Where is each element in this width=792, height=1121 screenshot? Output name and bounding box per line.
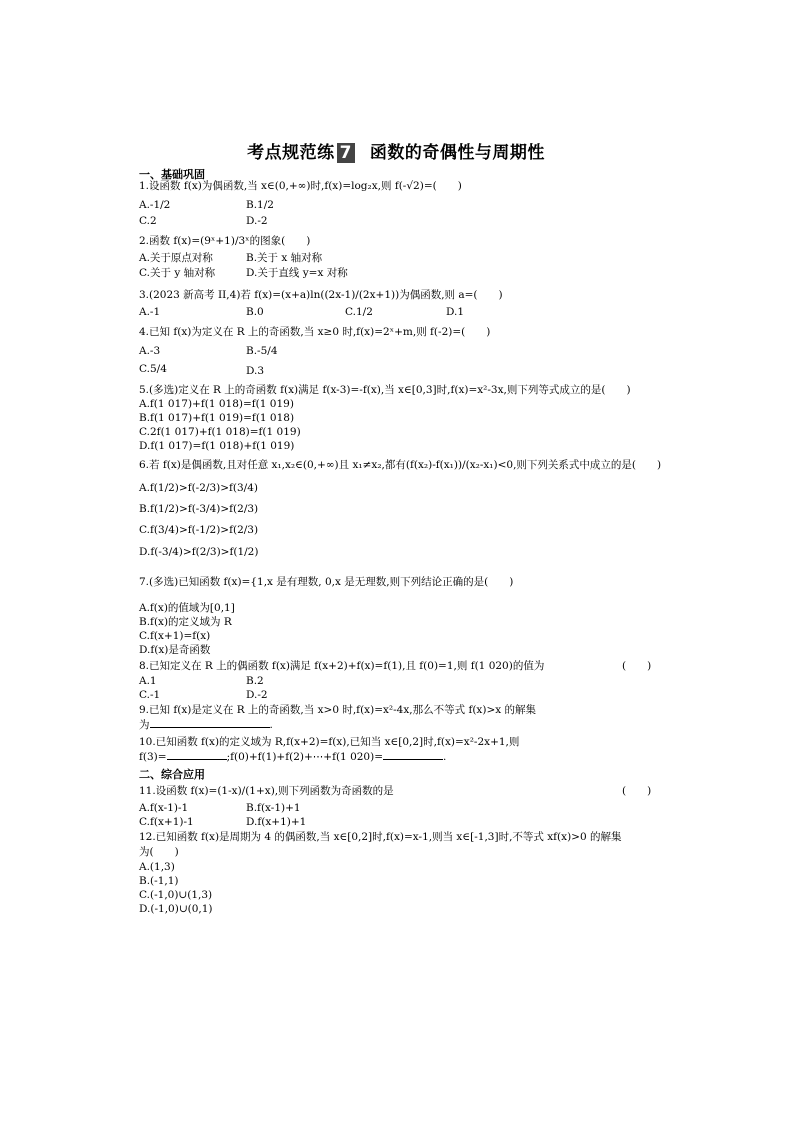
q6-option-a: A.f(1/2)>f(-2/3)>f(3/4) [139,482,258,494]
q2-option-b: B.关于 x 轴对称 [246,252,323,264]
question-4: 4.已知 f(x)为定义在 R 上的奇函数,当 x≥0 时,f(x)=2ˣ+m,则 f(-2)=( ) [139,326,491,338]
question-5: 5.(多选)定义在 R 上的奇函数 f(x)满足 f(x-3)=-f(x),当 x∈[0,3]时,f(x)=x²-3x,则下列等式成立的是( ) [139,384,631,396]
q1-option-b: B.1/2 [246,199,274,211]
q2-option-d: D.关于直线 y=x 对称 [246,267,348,279]
q4-option-a: A.-3 [139,345,161,357]
q5-option-d: D.f(1 017)=f(1 018)+f(1 019) [139,440,295,452]
question-9: 9.已知 f(x)是定义在 R 上的奇函数,当 x>0 时,f(x)=x²-4x,那么不等式 f(x)>x 的解集 [139,704,536,716]
page-title [0,138,792,163]
question-7: 7.(多选)已知函数 f(x)={1,x 是有理数, 0,x 是无理数,则下列结论正确的是( ) [139,576,514,588]
q10-line-2 [139,751,446,764]
q9-period: . [269,719,273,731]
question-10: 10.已知函数 f(x)的定义域为 R,f(x+2)=f(x),已知当 x∈[0,2]时,f(x)=x²-2x+1,则 [139,736,520,748]
q12-option-c: C.(-1,0)∪(1,3) [139,889,213,901]
q8-option-a: A.1 [139,675,157,687]
q10-period: . [443,751,447,763]
q7-option-d: D.f(x)是奇函数 [139,644,211,656]
q3-option-c: C.1/2 [345,306,373,318]
q5-option-a: A.f(1 017)+f(1 018)=f(1 019) [139,398,294,410]
q3-option-d: D.1 [446,306,465,318]
q4-option-d: D.3 [246,365,265,377]
section-heading-basic: 一、基础巩固 [139,168,205,181]
title-topic: 函数的奇偶性与周期性 [369,143,545,163]
q5-option-c: C.2f(1 017)+f(1 018)=f(1 019) [139,426,301,438]
q11-option-c: C.f(x+1)-1 [139,816,194,828]
q10-part-1: f(3)= [139,751,167,763]
q10-part-2: ;f(0)+f(1)+f(2)+⋯+f(1 020)= [226,751,384,763]
question-6: 6.若 f(x)是偶函数,且对任意 x₁,x₂∈(0,+∞)且 x₁≠x₂,都有(f(x₂)-f(x₁))/(x₂-x₁)<0,则下列关系式中成立的是( ) [139,459,662,471]
q2-option-c: C.关于 y 轴对称 [139,267,216,279]
q8-answer-bracket: ( ) [622,660,652,672]
q7-option-a: A.f(x)的值域为[0,1] [139,602,235,614]
q1-option-d: D.-2 [246,215,268,227]
q6-option-b: B.f(1/2)>f(-3/4)>f(2/3) [139,503,259,515]
q8-option-c: C.-1 [139,689,161,701]
question-12: 12.已知函数 f(x)是周期为 4 的偶函数,当 x∈[0,2]时,f(x)=x-1,则当 x∈[-1,3]时,不等式 xf(x)>0 的解集 [139,831,622,843]
q8-option-b: B.2 [246,675,264,687]
q12-line-2: 为( ) [139,846,179,858]
q12-option-d: D.(-1,0)∪(0,1) [139,903,213,915]
q12-option-a: A.(1,3) [139,861,175,873]
q3-option-b: B.0 [246,306,264,318]
q11-option-b: B.f(x-1)+1 [246,802,301,814]
q9-line-2-text: 为 [139,719,150,731]
question-3: 3.(2023 新高考 II,4)若 f(x)=(x+a)ln((2x-1)/(2x+1))为偶函数,则 a=( ) [139,289,503,301]
q7-option-c: C.f(x+1)=f(x) [139,630,211,642]
q10-answer-blank-2[interactable] [383,759,443,760]
question-2: 2.函数 f(x)=(9ˣ+1)/3ˣ的图象( ) [139,235,311,247]
exercise-number-badge: 7 [337,143,355,163]
q2-option-a: A.关于原点对称 [139,252,213,264]
q11-option-a: A.f(x-1)-1 [139,802,189,814]
question-1: 1.设函数 f(x)为偶函数,当 x∈(0,+∞)时,f(x)=log₂x,则 f(-√2)=( ) [139,180,462,192]
section-heading-comprehensive: 二、综合应用 [139,768,205,781]
question-8: 8.已知定义在 R 上的偶函数 f(x)满足 f(x+2)+f(x)=f(1),且 f(0)=1,则 f(1 020)的值为 [139,660,545,672]
question-11: 11.设函数 f(x)=(1-x)/(1+x),则下列函数为奇函数的是 [139,785,394,797]
q4-option-c: C.5/4 [139,363,167,375]
q3-option-a: A.-1 [139,306,161,318]
q12-option-b: B.(-1,1) [139,875,179,887]
q8-option-d: D.-2 [246,689,268,701]
q1-option-a: A.-1/2 [139,199,171,211]
q9-answer-blank[interactable] [150,727,270,728]
q6-option-c: C.f(3/4)>f(-1/2)>f(2/3) [139,524,259,536]
q4-option-b: B.-5/4 [246,345,278,357]
q11-option-d: D.f(x+1)+1 [246,816,307,828]
q10-answer-blank-1[interactable] [167,759,227,760]
q7-option-b: B.f(x)的定义域为 R [139,616,232,628]
q6-option-d: D.f(-3/4)>f(2/3)>f(1/2) [139,546,259,558]
q11-answer-bracket: ( ) [622,785,652,797]
title-text: 考点规范练 [247,143,335,163]
q5-option-b: B.f(1 017)+f(1 019)=f(1 018) [139,412,295,424]
q9-line-2 [139,719,273,732]
q1-option-c: C.2 [139,215,157,227]
